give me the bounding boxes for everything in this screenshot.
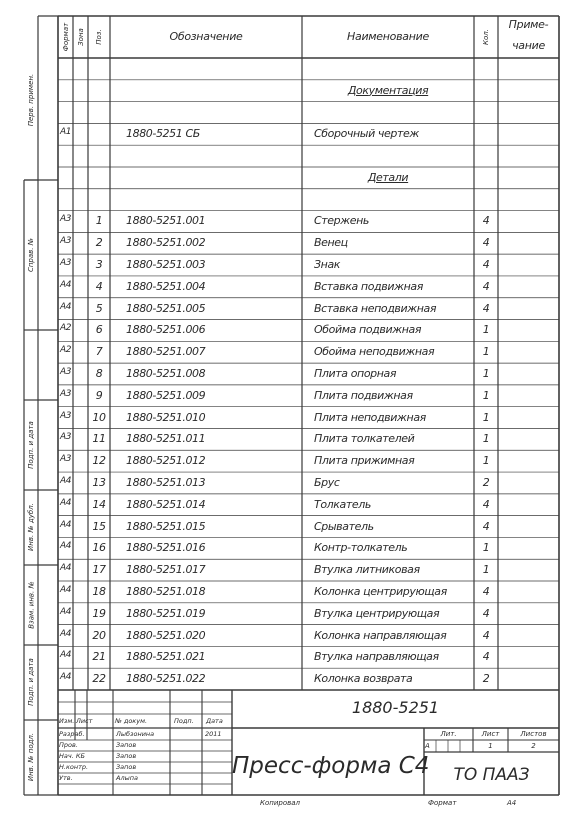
header-qty: Кол.	[482, 29, 490, 45]
row-format: А3	[60, 258, 72, 269]
tb-person: Запов	[116, 763, 137, 771]
row-name: Контр-толкатель	[314, 541, 408, 555]
listov-label: Листов	[520, 730, 547, 738]
header-note-line1: Приме-	[508, 18, 549, 31]
row-qty: 4	[482, 606, 490, 620]
row-position: 10	[92, 410, 106, 424]
row-position: 1	[95, 214, 103, 228]
header-zone: Зона	[76, 28, 85, 46]
row-position: 20	[92, 628, 106, 642]
row-format: А4	[60, 563, 72, 574]
row-designation: 1880-5251.002	[126, 236, 206, 250]
header-designation: Обозначение	[169, 30, 243, 43]
header-pos: Поз.	[95, 29, 103, 45]
row-designation: 1880-5251.006	[126, 323, 206, 337]
row-designation: 1880-5251.005	[126, 301, 206, 315]
tb-role: Н.контр.	[59, 763, 89, 771]
row-qty: 4	[482, 497, 490, 511]
row-name: Плита неподвижная	[314, 410, 426, 424]
row-name: Обойма подвижная	[314, 323, 422, 337]
row-name: Брус	[314, 475, 340, 489]
row-qty: 4	[482, 279, 490, 293]
row-name: Толкатель	[314, 497, 371, 511]
row-position: 16	[92, 541, 106, 555]
row-name: Колонка направляющая	[314, 628, 447, 642]
row-position: 14	[92, 497, 106, 511]
row-name: Втулка направляющая	[314, 650, 439, 664]
row-qty: 1	[482, 432, 490, 446]
row-name: Плита опорная	[314, 367, 397, 380]
row-position: 18	[92, 584, 106, 598]
tb-person: Запов	[116, 752, 137, 760]
margin-label-perv-primen: Перв. примен.	[27, 73, 35, 127]
tb-role: Пров.	[59, 741, 78, 749]
row-position: 2	[95, 236, 103, 250]
row-designation: 1880-5251.015	[126, 519, 206, 533]
row-format: А4	[60, 475, 72, 486]
row-qty: 1	[482, 541, 490, 555]
doc-number: 1880-5251	[351, 698, 440, 717]
row-format: А3	[60, 388, 72, 399]
row-format: А3	[60, 410, 72, 421]
row-position: 7	[95, 345, 103, 359]
row-name: Срыватель	[314, 519, 374, 533]
row-format: А3	[60, 214, 72, 225]
tb-person: Алыпа	[116, 774, 138, 782]
tb-role: Нач. КБ	[59, 752, 85, 760]
row-format: А3	[60, 432, 72, 443]
row-designation: 1880-5251.011	[126, 432, 206, 446]
row-qty: 2	[482, 475, 490, 489]
row-designation: 1880-5251.007	[126, 345, 206, 359]
row-designation: 1880-5251.020	[126, 628, 206, 642]
tb-person: Лыбзонина	[116, 729, 155, 738]
row-format: А4	[60, 541, 72, 552]
row-qty: 4	[482, 301, 490, 315]
footer-format-value: А4	[507, 799, 517, 807]
doc-name: Сборочный чертеж	[314, 127, 419, 141]
row-name: Плита подвижная	[314, 388, 413, 402]
tb-col-data: Дата	[206, 717, 223, 725]
row-qty: 4	[482, 258, 490, 272]
row-qty: 4	[482, 236, 490, 250]
row-qty: 1	[482, 563, 490, 577]
header-format: Формат	[61, 22, 70, 52]
row-designation: 1880-5251.009	[126, 388, 206, 402]
row-position: 17	[92, 563, 106, 577]
list-value: 1	[488, 742, 493, 750]
row-format: А4	[60, 628, 72, 639]
row-qty: 4	[482, 650, 490, 664]
row-name: Колонка центрирующая	[314, 584, 447, 598]
row-designation: 1880-5251.018	[126, 584, 206, 598]
row-format: А3	[60, 367, 72, 377]
row-position: 12	[92, 454, 106, 468]
row-qty: 1	[482, 410, 490, 424]
row-format: А2	[60, 323, 72, 334]
row-position: 11	[92, 432, 106, 446]
row-qty: 2	[482, 672, 490, 686]
row-position: 22	[92, 672, 106, 686]
row-position: 8	[95, 367, 103, 380]
row-designation: 1880-5251.001	[126, 214, 206, 228]
row-designation: 1880-5251.004	[126, 279, 206, 293]
row-designation: 1880-5251.019	[126, 606, 206, 620]
tb-role: Утв.	[59, 774, 73, 782]
row-position: 5	[95, 301, 103, 315]
row-format: А2	[60, 345, 72, 356]
row-format: А4	[60, 301, 72, 312]
row-format: А4	[60, 672, 72, 683]
header-name: Наименование	[347, 30, 429, 43]
row-name: Втулка центрирующая	[314, 606, 440, 620]
row-name: Вставка неподвижная	[314, 301, 437, 315]
tb-person: Запов	[116, 741, 137, 749]
row-qty: 4	[482, 584, 490, 598]
row-format: А4	[60, 606, 72, 617]
row-name: Венец	[314, 236, 348, 250]
row-qty: 1	[482, 388, 490, 402]
tb-role: Разраб.	[59, 729, 85, 738]
tb-col-list: Лист	[76, 717, 93, 725]
tb-date: 2011	[205, 729, 222, 738]
row-position: 21	[92, 650, 106, 664]
doc-designation: 1880-5251 СБ	[126, 127, 200, 141]
row-qty: 1	[482, 323, 490, 337]
row-designation: 1880-5251.013	[126, 475, 206, 489]
row-position: 6	[95, 323, 103, 337]
margin-label-inv-podl: Инв. № подл.	[27, 732, 35, 782]
row-format: А4	[60, 497, 72, 508]
organization: ТО ПААЗ	[453, 765, 530, 785]
row-name: Вставка подвижная	[314, 279, 423, 293]
row-name: Знак	[314, 258, 341, 272]
row-qty: 4	[482, 628, 490, 642]
row-designation: 1880-5251.008	[126, 367, 206, 380]
row-format: А4	[60, 279, 72, 290]
row-position: 3	[95, 258, 103, 272]
row-name: Колонка возврата	[314, 672, 413, 686]
row-designation: 1880-5251.003	[126, 258, 206, 272]
row-qty: 4	[482, 519, 490, 533]
row-name: Стержень	[314, 214, 369, 228]
row-qty: 1	[482, 367, 490, 380]
row-name: Плита толкателей	[314, 432, 415, 446]
row-format: А3	[60, 236, 72, 247]
row-designation: 1880-5251.010	[126, 410, 206, 424]
row-designation: 1880-5251.021	[126, 650, 206, 664]
row-designation: 1880-5251.017	[126, 563, 206, 577]
row-format: А4	[60, 650, 72, 661]
margin-label-podp-data-2: Подп. и дата	[27, 658, 35, 706]
lit-label: Лит.	[440, 730, 457, 738]
row-qty: 1	[482, 345, 490, 359]
margin-label-sprav-no: Справ. №	[27, 237, 35, 273]
row-position: 4	[95, 279, 103, 293]
row-name: Втулка литниковая	[314, 563, 420, 577]
list-label: Лист	[481, 730, 500, 738]
listov-value: 2	[531, 742, 536, 750]
row-designation: 1880-5251.014	[126, 497, 206, 511]
margin-label-vzam-inv: Взам. инв. №	[27, 581, 35, 629]
row-designation: 1880-5251.022	[126, 672, 206, 686]
margin-label-podp-data: Подп. и дата	[27, 421, 35, 469]
row-designation: 1880-5251.012	[126, 454, 206, 468]
row-qty: 4	[482, 214, 490, 228]
row-format: А3	[60, 454, 72, 465]
row-position: 15	[92, 519, 106, 533]
row-designation: 1880-5251.016	[126, 541, 206, 555]
section-documentation: Документация	[347, 83, 429, 97]
row-qty: 1	[482, 454, 490, 468]
row-name: Обойма неподвижная	[314, 345, 435, 359]
row-position: 13	[92, 475, 106, 489]
footer-copied: Копировал	[260, 799, 300, 807]
row-format: А4	[60, 519, 72, 530]
doc-format: А1	[60, 127, 72, 138]
tb-col-ndokum: № докум.	[115, 717, 148, 725]
row-name: Плита прижимная	[314, 454, 415, 468]
lit-value: А	[425, 742, 430, 750]
row-position: 19	[92, 606, 106, 620]
row-position: 9	[95, 388, 103, 402]
margin-label-inv-dubl: Инв. № дубл.	[27, 503, 35, 551]
footer-format-label: Формат	[428, 799, 457, 807]
header-note-line2: чание	[512, 39, 545, 52]
document-title: Пресс-форма С4	[232, 753, 430, 779]
row-format: А4	[60, 584, 72, 595]
tb-col-podp: Подп.	[174, 717, 194, 725]
tb-col-izm: Изм.	[59, 717, 75, 725]
section-parts: Детали	[367, 170, 409, 184]
